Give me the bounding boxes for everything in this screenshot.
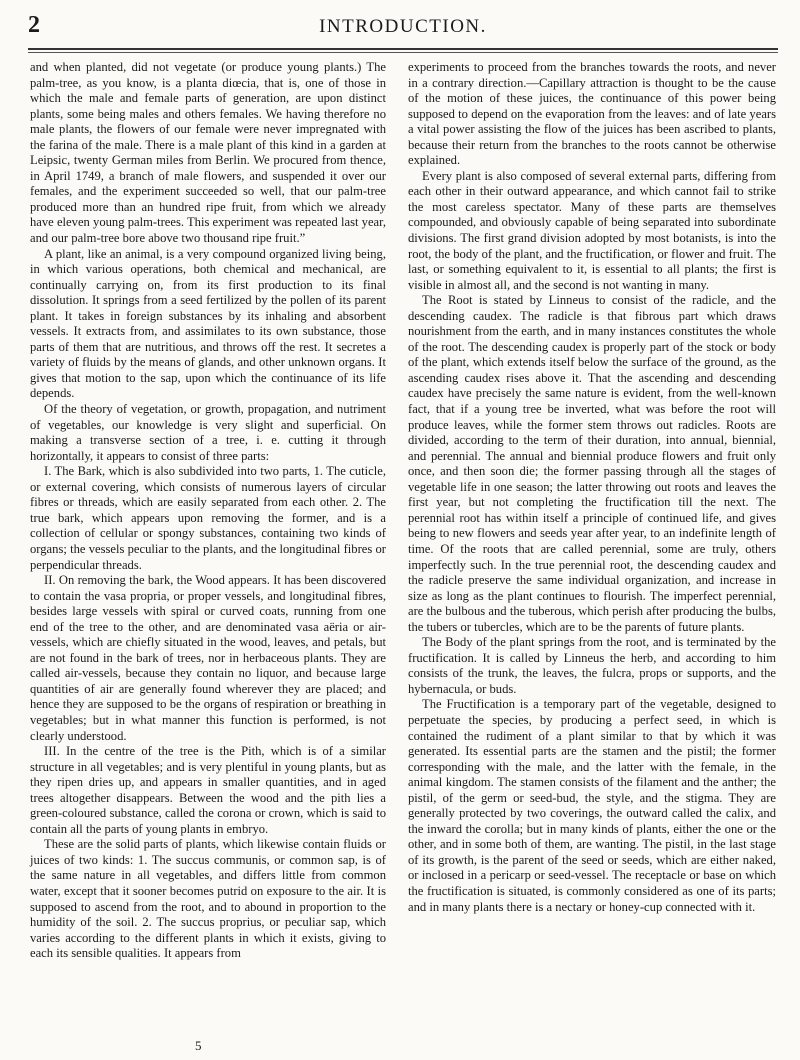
signature-mark: 5 xyxy=(195,1038,202,1053)
paragraph: A plant, like an animal, is a very compound organized living being, in which various operations, both chemical and mechanical, are continually carrying on, from its first production to its final dissolution. It springs from a seed fertilized by the pollen of its parent plant. It takes in foreign substances by its inhaling and absorbent vessels. It extracts from, and assimilates to its own substance, those parts of them that are nutritious, and throws off the rest. It secretes a variety of fluids by the means of glands, and other unknown organs. It gives that motion to the sap, upon which the continuance of its life depends. xyxy=(30,246,386,401)
running-title: INTRODUCTION. xyxy=(319,16,487,37)
paragraph: and when planted, did not vegetate (or produce young plants.) The palm-tree, as you know, is a planta diœcia, that is, one of those in which the male and female parts of generation, are upon distinct plants, some being males and others females. We having therefore no male plants, the flowers of our female were never impregnated with the farina of the male. There is a male plant of this kind in a garden at Leipsic, twenty German miles from Berlin. We procured from thence, in April 1749, a branch of male flowers, and suspended it over our females, and the experiment succeeded so well, that our palm-tree produced more than an hundred ripe fruit, from which we already have eleven young palm-trees. This experiment was repeated last year, and our palm-tree bore above two thousand ripe fruit.” xyxy=(30,60,386,246)
page-number: 2 xyxy=(28,12,40,38)
paragraph: The Root is stated by Linneus to consist of the radicle, and the descending caudex. The radicle is that fibrous part which draws nourishment from the earth, and in many instances constitutes the whole of the root. The descending caudex is properly part of the stock or body of the plant, which extends itself below the surface of the ground, as the ascending caudex rises above it. That the ascending and descending caudex have precisely the same nature is evident, from the well-known fact, that if a young tree be inverted, what was before the root will produce leaves, while the former stem throws out radicles. Roots are divided, according to the term of their duration, into annual, biennial, and perennial. The annual and biennial produce flowers and fruit only once, and then soon die; the former passing through all the stages of vegetable life in one season; the latter throwing out roots and leaves the first year, but not completing the fructification till the next. The perennial root has within itself a principle of continued life, and gives being to new flowers and seeds year after year, to an indefinite length of time. Of the roots that are called perennial, some are truly, others imperfectly such. In the true perennial root, the descending caudex and the radicle preserve the same individual organization, and increase in size as long as the plant continues to flourish. The imperfect perennial, are the bulbous and the tuberous, which perish after producing the bulbs, the tubers or tubercles, which are to be the parents of future plants. xyxy=(408,293,776,634)
paragraph: III. In the centre of the tree is the Pith, which is of a similar structure in all vegetables; and is very plentiful in young plants, but as they ripen dries up, and appears in smaller quantities, and in aged trees altogether disappears. Between the wood and the pith lies a green-coloured substance, called the corona or crown, which is said to contain all the parts of young plants in embryo. xyxy=(30,744,386,836)
paragraph: Of the theory of vegetation, or growth, propagation, and nutriment of vegetables, our knowledge is very slight and superficial. On making a transverse section of a tree, i. e. cutting it through horizontally, it appears to consist of three parts: xyxy=(30,402,386,463)
paragraph: II. On removing the bark, the Wood appears. It has been discovered to contain the vasa propria, or proper vessels, and longitudinal fibres, besides large vessels with spiral or curved coats, running from one end of the tree to the other, and are denominated vasa aëria or air-vessels, which are chiefly situated in the wood, leaves, and petals, but are not found in the bark of trees, nor in herbaceous plants. They are called air-vessels, because they contain no liquor, and because large quantities of air are generally found wherever they are placed; and hence they are supposed to be the organs of respiration or breathing in vegetables; but in what manner this function is performed, is not clearly understood. xyxy=(30,573,386,743)
paragraph: The Fructification is a temporary part of the vegetable, designed to perpetuate the species, by producing a perfect seed, in which is contained the rudiment of a plant similar to that by which it was generated. Its essential parts are the stamen and the pistil; the former corresponding with the male, and the latter with the female, in the animal kingdom. The stamen consists of the filament and the anther; the pistil, of the germ or seed-bud, the style, and the stigma. They are generally protected by two coverings, the outward called the calix, and the inward the corolla; but in many kinds of plants, either the one or the other, and in some both of them, are wanting. The pistil, in the last stage of its growth, is the parent of the seed or seeds, which are either naked, or inclosed in a pericarp or seed-vessel. The receptacle or base on which the fructification is situated, is commonly considered as one of its parts; and in many plants there is a nectary or honey-cup connected with it. xyxy=(408,697,776,914)
paragraph: I. The Bark, which is also subdivided into two parts, 1. The cuticle, or external covering, which consists of numerous layers of circular fibres or threads, which are easily separated from each other. 2. The true bark, which appears upon removing the former, and is a collection of cellular or spongy substances, containing two kinds of organs; the vessels peculiar to the plants, and the longitudinal fibres or perpendicular threads. xyxy=(30,464,386,572)
paragraph: The Body of the plant springs from the root, and is terminated by the fructification. It is called by Linneus the herb, and according to him consists of the trunk, the leaves, the fulcra, props or supports, and the hybernacula, or buds. xyxy=(408,635,776,696)
paragraph: experiments to proceed from the branches towards the roots, and never in a contrary direction.—Capillary attraction is thought to be the cause of the motion of these juices, the continuance of this power being supposed to depend on the evaporation from the leaves: and of late years a vital power assisting the flow of the juices has been ascribed to plants, because their return from the branches to the roots cannot be otherwise explained. xyxy=(408,60,776,168)
header-rule-thin xyxy=(28,52,778,53)
left-column xyxy=(30,60,386,962)
paragraph: Every plant is also composed of several external parts, differing from each other in their outward appearance, and which cannot fail to strike the most careless spectator. Many of these parts are themselves compounded, and obviously capable of being separated into subordinate divisions. The first grand division adopted by most botanists, is into the root, the body of the plant, and the fructification, or flower and fruit. The last, or something equivalent to it, is essential to all plants; the first is visible in almost all, and the second is not wanting in many. xyxy=(408,168,776,292)
paragraph: These are the solid parts of plants, which likewise contain fluids or juices of two kinds: 1. The succus communis, or common sap, is of the same nature in all vegetables, and differs little from common water, except that it sooner becomes putrid on exposure to the air. It is supposed to ascend from the root, and to abound in proportion to the humidity of the soil. 2. The succus proprius, or peculiar sap, which varies according to the different plants in which it exists, giving to each its sensible qualities. It appears from xyxy=(30,837,386,961)
right-column xyxy=(408,60,776,915)
header-rule xyxy=(28,48,778,50)
page-header xyxy=(28,6,778,40)
